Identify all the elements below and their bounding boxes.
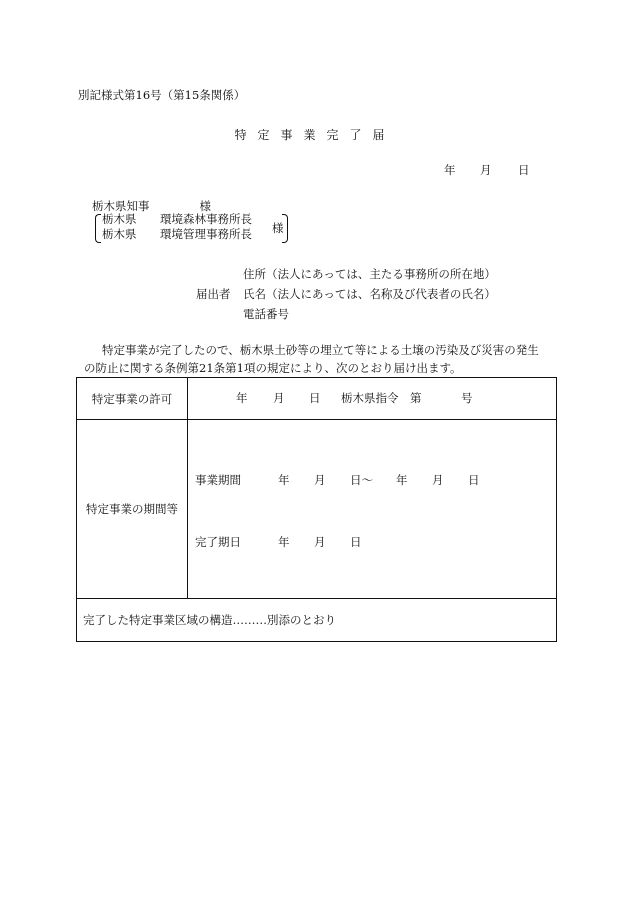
right-bracket (282, 214, 288, 243)
alt-addressee-row (102, 212, 252, 227)
bp-month-end: 月 (432, 473, 444, 487)
period-value-cell (188, 420, 557, 599)
addressee-alternatives (102, 212, 284, 242)
completion-date-label: 完了期日 (195, 535, 241, 549)
governor-honorific: 様 (199, 199, 211, 213)
permit-label: 特定事業の許可 (77, 378, 188, 420)
date-year: 年 (444, 163, 456, 177)
applicant-address-field: 住所（法人にあっては、主たる事務所の所在地） (243, 267, 496, 281)
period-row (77, 420, 557, 599)
bp-day-end: 日 (468, 473, 480, 487)
permit-value-cell (188, 378, 557, 420)
bp-month-start: 月 (314, 473, 326, 487)
structure-row (77, 599, 557, 642)
date-month: 月 (480, 163, 492, 177)
notification-body (78, 342, 558, 377)
body-line: の防止に関する条例第21条第1項の規定により、次のとおり届け出ます。 (84, 360, 462, 375)
left-bracket (95, 214, 101, 243)
applicant-name-field: 氏名（法人にあっては、名称及び代表者の氏名） (243, 287, 496, 301)
applicant-label: 届出者 (196, 287, 231, 301)
permit-month: 月 (273, 391, 285, 405)
permit-row (77, 378, 557, 420)
bp-year-end: 年 (396, 473, 408, 487)
permit-day: 日 (309, 391, 321, 405)
structure-text: 完了した特定事業区域の構造………別添のとおり (77, 599, 557, 642)
cd-month: 月 (314, 535, 326, 549)
cd-day: 日 (350, 535, 362, 549)
applicant-phone-field: 電話番号 (243, 307, 289, 321)
governor-title: 栃木県知事 (92, 199, 150, 213)
period-label: 特定事業の期間等 (77, 420, 188, 599)
business-period-label: 事業期間 (195, 473, 241, 487)
alt-office: 環境森林事務所長 (160, 212, 252, 226)
bp-year-start: 年 (278, 473, 290, 487)
document-title: 特定事業完了届 (234, 128, 396, 142)
alt-honorific: 様 (272, 221, 284, 235)
permit-designation: 栃木県指令 第 (341, 391, 422, 405)
form-number: 別記様式第16号（第15条関係） (78, 88, 246, 102)
alt-prefecture: 栃木県 (102, 212, 137, 226)
alt-addressee-row (102, 227, 252, 242)
cd-year: 年 (278, 535, 290, 549)
alt-prefecture: 栃木県 (102, 227, 137, 241)
permit-year: 年 (236, 391, 248, 405)
permit-number: 号 (461, 391, 473, 405)
date-day: 日 (518, 163, 530, 177)
bp-day-start: 日〜 (350, 473, 373, 487)
completion-form-table (76, 377, 557, 642)
alt-office: 環境管理事務所長 (160, 227, 252, 241)
submission-date (444, 162, 530, 178)
body-line: 特定事業が完了したので、栃木県土砂等の埋立て等による土壌の汚染及び災害の発生 (102, 343, 539, 357)
